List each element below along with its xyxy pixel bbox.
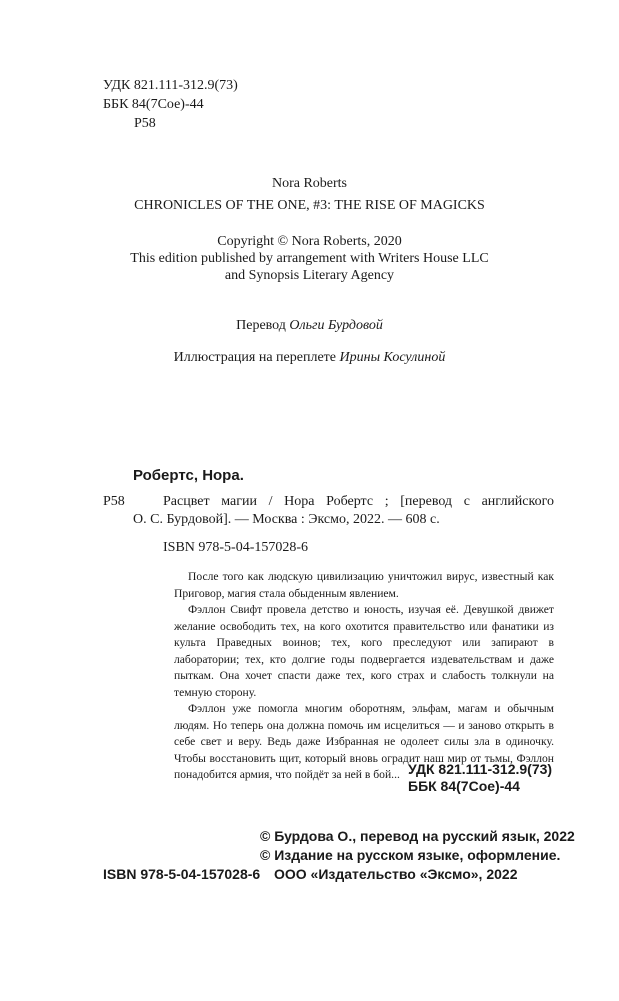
annotation-paragraph: Фэллон Свифт провела детство и юность, изучая её. Девушкой движет желание освободить тех, на кого охотится правительство или фанатики из культа Праведных воинов; тех, кого преследуют или запирают в лаборатории; тех, кто долгие годы подвергается издевательствам и даже пыткам. Она хочет спасти даже тех, кого страх и слабость толкнули на темную сторону. [174, 603, 554, 699]
isbn-bottom: ISBN 978-5-04-157028-6 [103, 866, 261, 882]
illustrator-name: Ирины Косулиной [339, 350, 446, 365]
annotation [174, 569, 554, 784]
translation-label: Перевод [236, 318, 286, 333]
author-mark: Р58 [134, 116, 156, 131]
copyright-line-2: This edition published by arrangement with Writers House LLC [130, 251, 489, 266]
translator-credit [0, 318, 619, 334]
copyright-ru-line-2: © Издание на русском языке, оформление. [260, 847, 561, 863]
bottom-udk-code: УДК 821.111-312.9(73) [408, 761, 553, 777]
annotation-paragraph: После того как людскую цивилизацию уничтожил вирус, известный как Приговор, магия стала обыденным явлением. [174, 570, 554, 600]
translator-name: Ольги Бурдовой [289, 318, 383, 333]
catalog-heading: Робертс, Нора. [133, 467, 244, 484]
illustration-label: Иллюстрация на переплете [173, 350, 337, 365]
original-series-title: CHRONICLES OF THE ONE, #3: THE RISE OF MAGICKS [134, 198, 485, 213]
original-author: Nora Roberts [271, 176, 348, 191]
annotation-paragraph: Фэллон уже помогла многим оборотням, эльфам, магам и обычным людям. Но теперь она должна помочь им исцелиться — и заново открыть в себе свет и веру. Ведь даже Избранная не одолеет силы зла в одиночку. Чтобы восстановить щит, который вновь оградит наш мир от тьмы, Фэллон понадобится армия, что пойдёт за ней в бой... [174, 702, 554, 781]
bbk-code: ББК 84(7Сое)-44 [103, 97, 204, 112]
bottom-bbk-code: ББК 84(7Сое)-44 [408, 778, 520, 794]
illustrator-credit [0, 350, 619, 366]
catalog-isbn: ISBN 978-5-04-157028-6 [163, 540, 309, 555]
catalog-mark: Р58 [103, 494, 125, 509]
catalog-line-2: О. С. Бурдовой]. — Москва : Эксмо, 2022. — 608 с. [133, 512, 440, 527]
copyright-line-3: and Synopsis Literary Agency [224, 268, 395, 283]
catalog-line-1: Расцвет магии / Нора Робертс ; [перевод с английского [163, 494, 554, 509]
copyright-ru-line-3: ООО «Издательство «Эксмо», 2022 [274, 866, 518, 882]
copyright-line-1: Copyright © Nora Roberts, 2020 [217, 234, 402, 249]
udk-code: УДК 821.111-312.9(73) [103, 78, 238, 93]
copyright-ru-line-1: © Бурдова О., перевод на русский язык, 2022 [260, 828, 575, 844]
